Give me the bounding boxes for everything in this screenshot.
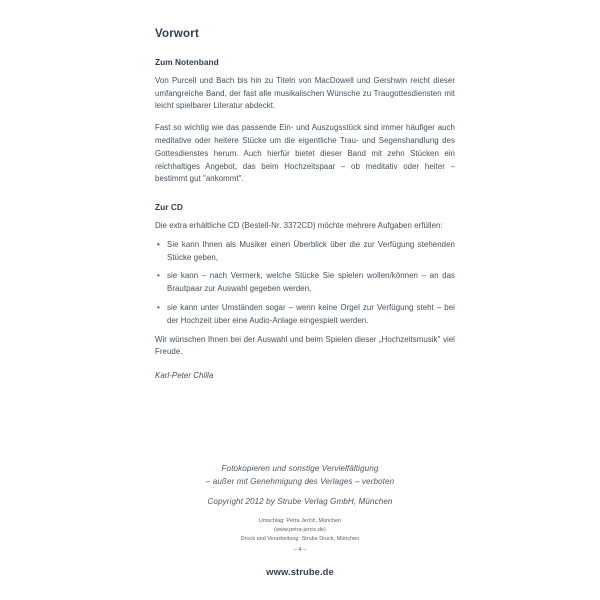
copyright-notice-line-2: – außer mit Genehmigung des Verlages – verboten bbox=[205, 477, 395, 487]
author-signature: Karl-Peter Chilla bbox=[155, 371, 214, 381]
list-item-label: sie kann unter Umständen sogar – wenn keine Orgel zur Verfügung steht – bei der Hochzeit über eine Audio-Anlage eingespielt werden. bbox=[167, 303, 455, 325]
publisher-website[interactable]: www.strube.de bbox=[266, 565, 334, 577]
cd-list-intro: Die extra erhältliche CD (Bestell-Nr. 3372CD) möchte mehrere Aufgaben erfüllen: bbox=[155, 221, 443, 231]
bullet-icon: • bbox=[157, 239, 160, 249]
page-number: – 4 – bbox=[293, 547, 307, 554]
print-credit: Druck und Verarbeitung: Strube Druck, München bbox=[240, 536, 360, 543]
cover-credit: Umschlag: Petra Jerčič, München bbox=[258, 518, 342, 525]
bullet-icon: • bbox=[157, 271, 160, 281]
copyright-notice-line-1: Fotokopieren und sonstige Vervielfältigung bbox=[221, 464, 379, 473]
paragraph: Fast so wichtig wie das passende Ein- und Auszugsstück sind immer häufiger auch meditative oder heitere Stücke um die eigentliche Trau- und Segenshandlung des Gottesdienstes herum. Auch hierfür bietet dieser Band mit zehn Stücken ein reichhaltiges Angebot, das beim Hochzeitspaar – ob meditativ oder heiter – bestimmt gut "ankommt". bbox=[155, 123, 455, 184]
list-item bbox=[155, 239, 455, 265]
document-content bbox=[155, 28, 455, 380]
list-item bbox=[155, 270, 455, 296]
list-item bbox=[155, 302, 455, 328]
closing-paragraph: Wir wünschen Ihnen bei der Auswahl und beim Spielen dieser „Hochzeitsmusik" viel Freude. bbox=[155, 334, 455, 357]
section-heading-zur-cd: Zur CD bbox=[155, 202, 183, 213]
bullet-icon: • bbox=[157, 303, 160, 313]
paragraph: Von Purcell und Bach bis hin zu Titeln von MacDowell und Gershwin reicht dieser umfangreiche Band, der fast alle musikalischen Wünsche zu Traugottesdiensten mit leicht spielbarer Literatur abdeckt. bbox=[155, 75, 455, 111]
list-item-label: sie kann – nach Vermerk, welche Stücke Sie spielen wollen/können – an das Brautpaar zur Auswahl gegeben werden, bbox=[167, 271, 455, 294]
list-item-label: Sie kann Ihnen als Musiker einen Überblick über die zur Verfügung stehenden Stücke geben, bbox=[167, 239, 455, 262]
cd-purpose-list bbox=[155, 239, 455, 328]
section-heading-zum-notenband: Zum Notenband bbox=[155, 56, 219, 67]
page-footer bbox=[0, 462, 600, 577]
page-title: Vorwort bbox=[155, 28, 199, 40]
cover-credit-url: (www.petra-jercic.de) bbox=[274, 527, 326, 534]
copyright-line: Copyright 2012 by Strube Verlag GmbH, München bbox=[207, 497, 393, 507]
production-credits bbox=[0, 517, 600, 544]
